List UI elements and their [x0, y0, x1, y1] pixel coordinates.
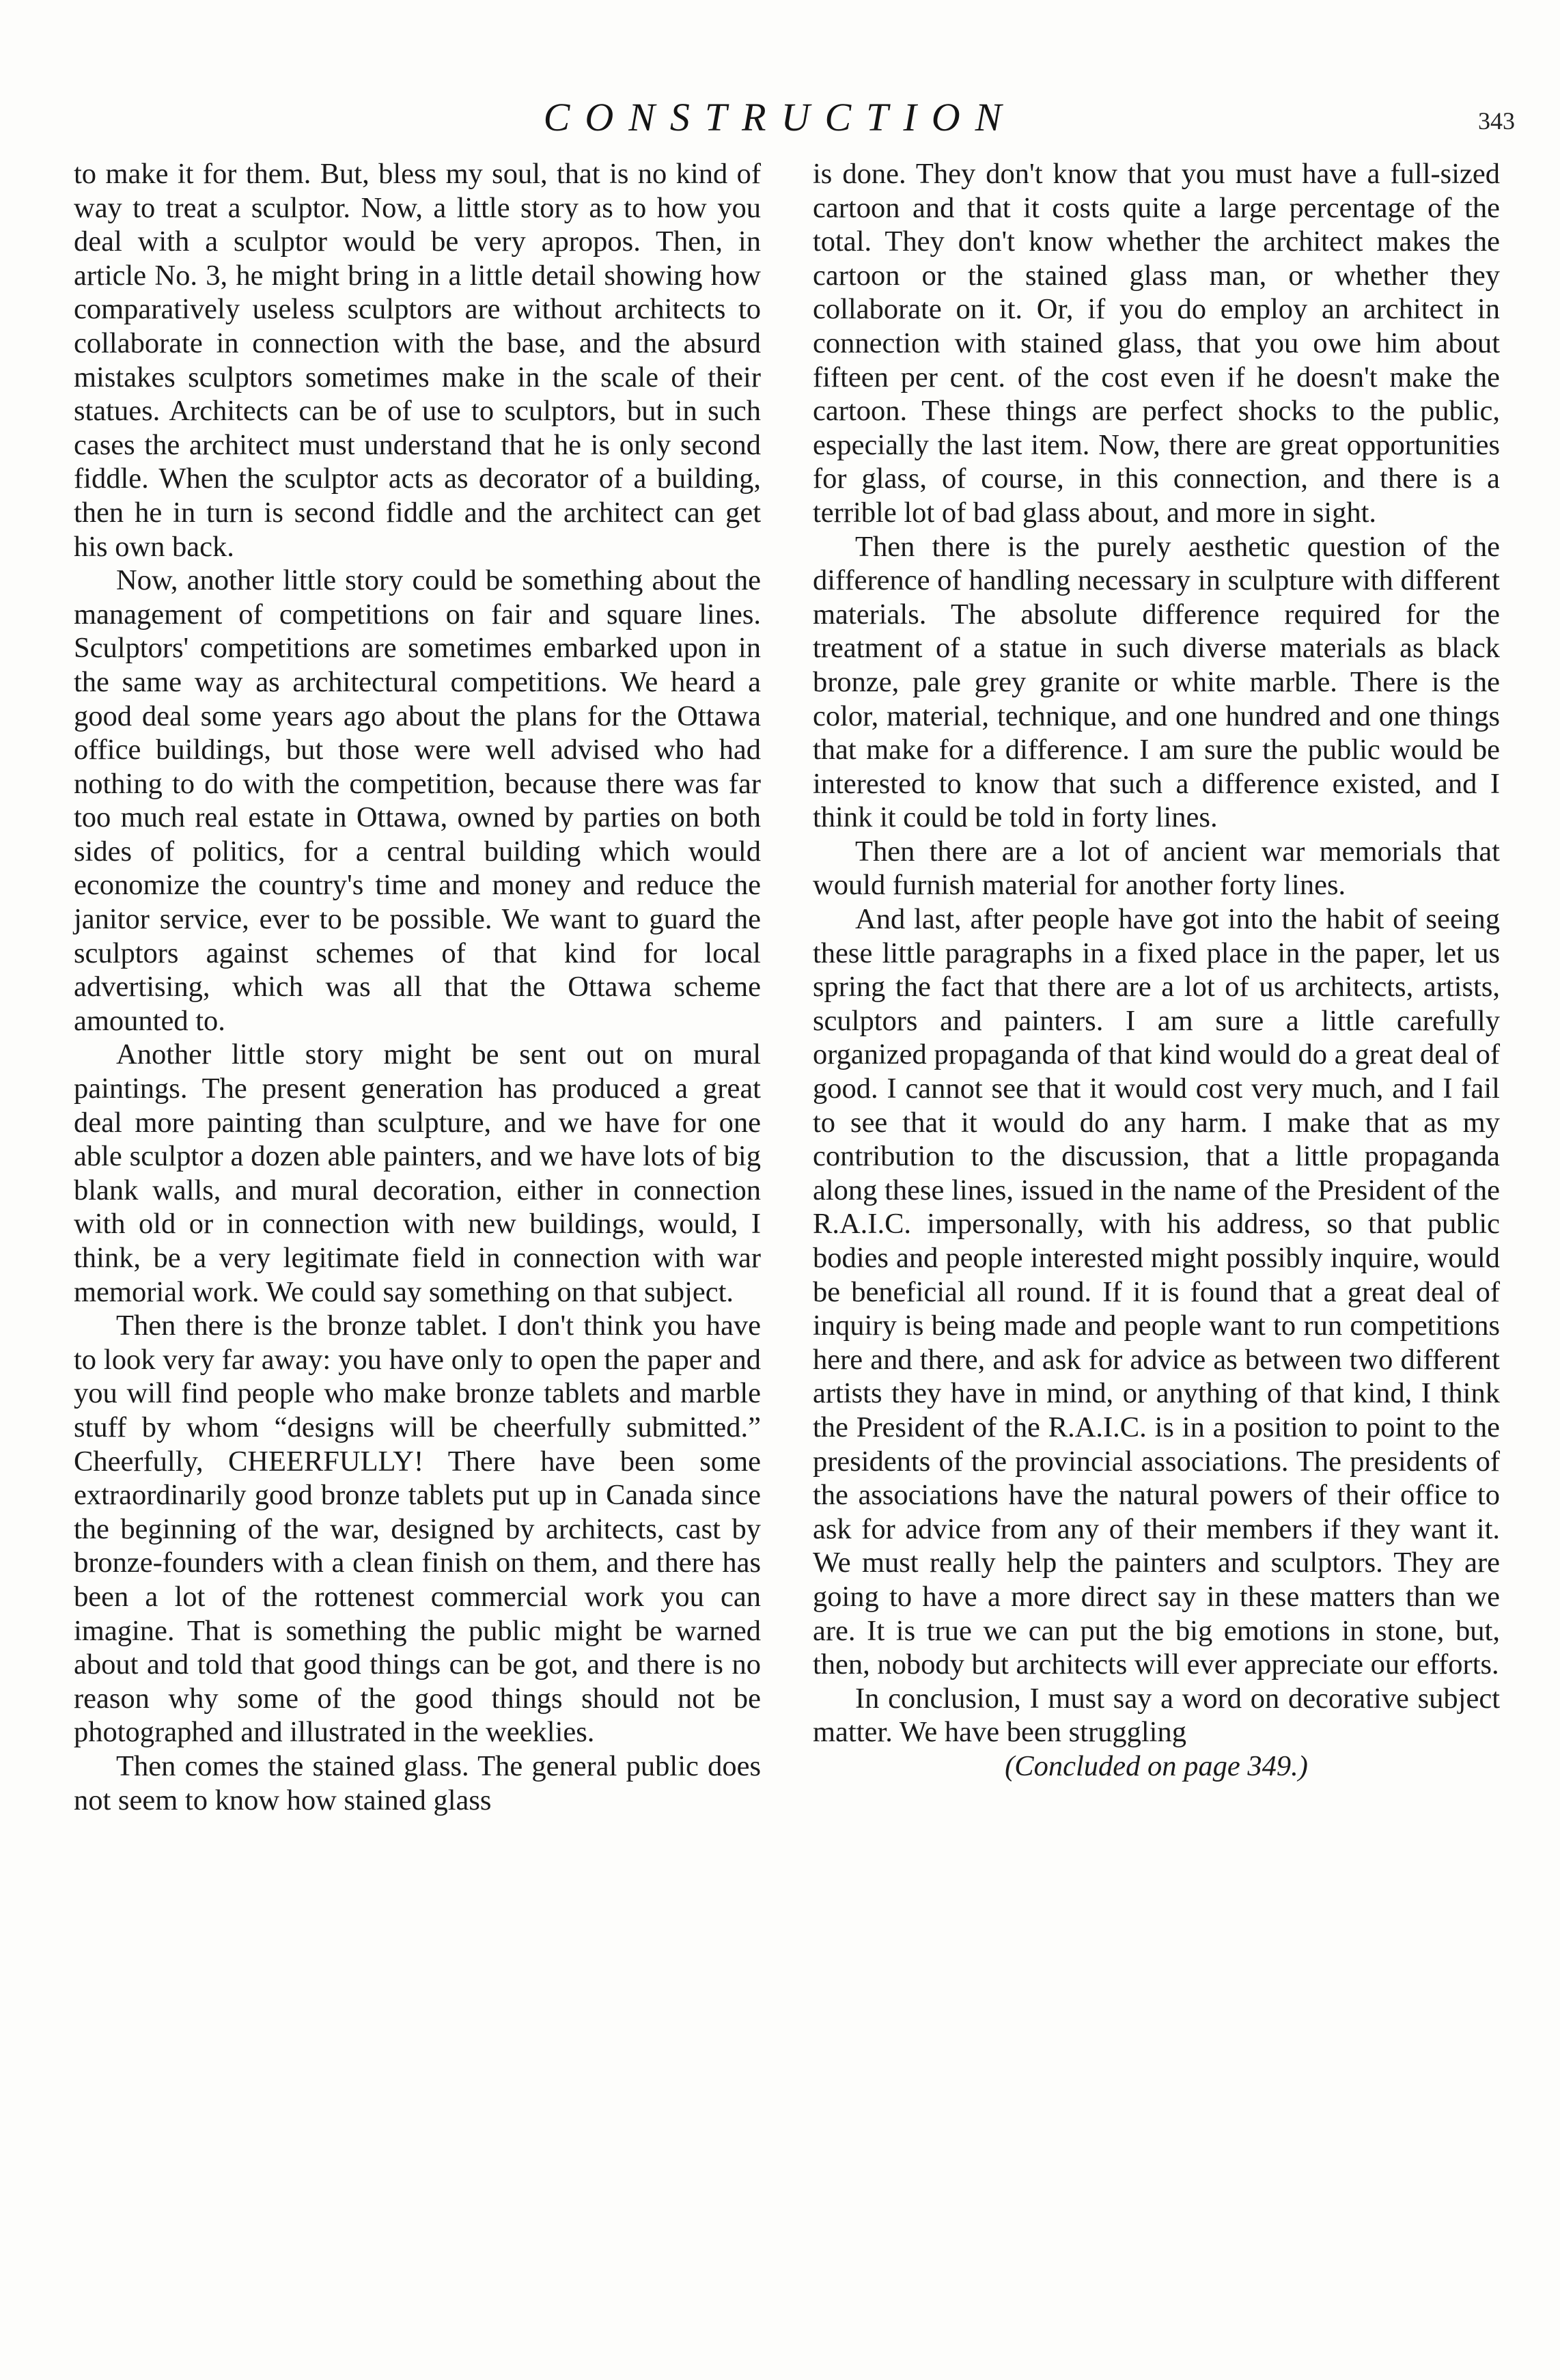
left-column [74, 157, 761, 1817]
page-number: 343 [1478, 107, 1515, 135]
paragraph: In conclusion, I must say a word on decorative subject matter. We have been struggling [813, 1682, 1500, 1749]
paragraph: And last, after people have got into the habit of seeing these little paragraphs in a fixed place in the paper, let us spring the fact that there are a lot of us architects, artists, sculptors and painters. I am sure a little carefully organized propaganda of that kind would do a great deal of good. I cannot see that it would cost very much, and I fail to see that it would do any harm. I make that as my contribution to the discussion, that a little propaganda along these lines, issued in the name of the President of the R.A.I.C. impersonally, with his address, so that public bodies and people interested might possibly inquire, would be beneficial all round. If it is found that a great deal of inquiry is being made and people want to run competitions here and there, and ask for advice as between two different artists they have in mind, or anything of that kind, I think the President of the R.A.I.C. is in a position to point to the presidents of the provincial associations. The presidents of the associations have the natural powers of their office to ask for advice from any of their members if they want it. We must really help the painters and sculptors. They are going to have a more direct say in these matters than we are. It is true we can put the big emotions in stone, but, then, nobody but architects will ever appreciate our efforts. [813, 903, 1500, 1681]
right-column [813, 157, 1500, 1784]
paragraph: Then there are a lot of ancient war memorials that would furnish material for another forty lines. [813, 835, 1500, 902]
running-head [0, 94, 1560, 149]
paragraph: Another little story might be sent out on mural paintings. The present generation has produced a great deal more painting than sculpture, and we have for one able sculptor a dozen able painters, and we have lots of big blank walls, and mural decoration, either in connection with old or in connection with new buildings, would, I think, be a very legitimate field in connection with war memorial work. We could say something on that subject. [74, 1038, 761, 1308]
paragraph: Then there is the bronze tablet. I don't think you have to look very far away: you have only to open the paper and you will find people who make bronze tablets and marble stuff by whom “designs will be cheerfully submitted.” Cheerfully, CHEERFULLY! There have been some extraordinarily good bronze tablets put up in Canada since the beginning of the war, designed by architects, cast by bronze-founders with a clean finish on them, and there has been a lot of the rottenest commercial work you can imagine. That is something the public might be warned about and told that good things can be got, and there is no reason why some of the good things should not be photographed and illustrated in the weeklies. [74, 1310, 761, 1749]
paragraph: to make it for them. But, bless my soul, that is no kind of way to treat a sculptor. Now, a little story as to how you deal with a sculptor would be very apropos. Then, in article No. 3, he might bring in a little detail showing how comparatively useless sculptors are without architects to collaborate in connection with the base, and the absurd mistakes sculptors sometimes make in the scale of their statues. Architects can be of use to sculptors, but in such cases the architect must understand that he is only second fiddle. When the sculptor acts as decorator of a building, then he in turn is second fiddle and the architect can get his own back. [74, 158, 761, 563]
paragraph: Now, another little story could be something about the management of competitions on fair and square lines. Sculptors' competitions are sometimes embarked upon in the same way as architectural competitions. We heard a good deal some years ago about the plans for the Ottawa office buildings, but those were well advised who had nothing to do with the competition, because there was far too much real estate in Ottawa, owned by parties on both sides of politics, for a central building which would economize the country's time and money and reduce the janitor service, ever to be possible. We want to guard the sculptors against schemes of that kind for local advertising, which was all that the Ottawa scheme amounted to. [74, 564, 761, 1037]
journal-title: CONSTRUCTION [543, 95, 1017, 139]
paragraph: Then there is the purely aesthetic question of the difference of handling necessary in sculpture with different materials. The absolute difference required for the treatment of a statue in such diverse materials as black bronze, pale grey granite or white marble. There is the color, material, technique, and one hundred and one things that make for a difference. I am sure the public would be interested to know that such a difference existed, and I think it could be told in forty lines. [813, 530, 1500, 834]
paragraph: is done. They don't know that you must have a full-sized cartoon and that it costs quite a large percentage of the total. They don't know whether the architect makes the cartoon or the stained glass man, or whether they collaborate on it. Or, if you do employ an architect in connection with stained glass, that you owe him about fifteen per cent. of the cost even if he doesn't make the cartoon. These things are perfect shocks to the public, especially the last item. Now, there are great opportunities for glass, of course, in this connection, and there is a terrible lot of bad glass about, and more in sight. [813, 158, 1500, 529]
paragraph: Then comes the stained glass. The general public does not seem to know how stained glass [74, 1749, 761, 1816]
continuation-note: (Concluded on page 349.) [1005, 1749, 1308, 1782]
